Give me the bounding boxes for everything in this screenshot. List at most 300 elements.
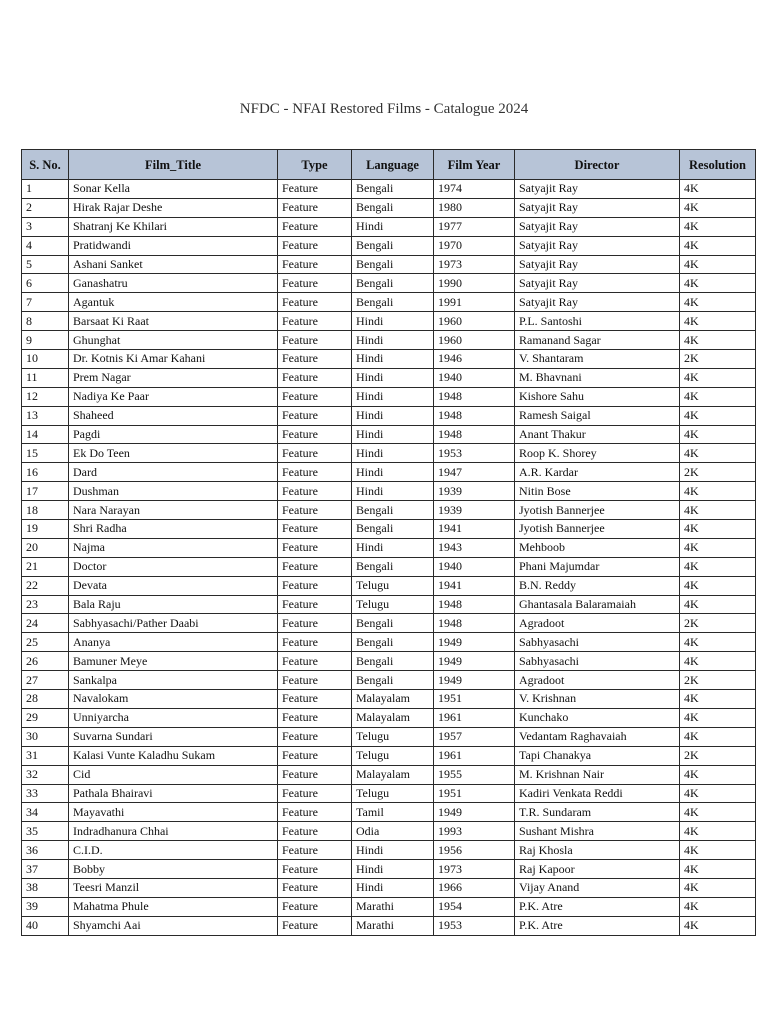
cell-film-title: Ganashatru: [69, 274, 278, 293]
cell-director: Satyajit Ray: [515, 236, 680, 255]
cell-type: Feature: [278, 746, 352, 765]
cell-film-title: Navalokam: [69, 690, 278, 709]
cell-resolution: 4K: [680, 557, 756, 576]
table-row: [22, 463, 756, 482]
cell-film-title: Prem Nagar: [69, 368, 278, 387]
cell-type: Feature: [278, 368, 352, 387]
cell-director: Tapi Chanakya: [515, 746, 680, 765]
cell-resolution: 4K: [680, 274, 756, 293]
cell-film-year: 1940: [434, 557, 515, 576]
cell-film-title: Barsaat Ki Raat: [69, 312, 278, 331]
cell-resolution: 4K: [680, 331, 756, 350]
cell-resolution: 4K: [680, 482, 756, 501]
table-row: [22, 331, 756, 350]
cell-film-title: Ek Do Teen: [69, 444, 278, 463]
cell-type: Feature: [278, 538, 352, 557]
cell-type: Feature: [278, 274, 352, 293]
cell-director: Kunchako: [515, 708, 680, 727]
table-row: [22, 236, 756, 255]
cell-sno: 38: [22, 878, 69, 897]
cell-director: Ramanand Sagar: [515, 331, 680, 350]
cell-type: Feature: [278, 841, 352, 860]
cell-director: Sabhyasachi: [515, 652, 680, 671]
cell-film-title: Teesri Manzil: [69, 878, 278, 897]
cell-film-year: 1961: [434, 708, 515, 727]
table-row: [22, 860, 756, 879]
cell-sno: 6: [22, 274, 69, 293]
table-row: [22, 274, 756, 293]
cell-film-title: Indradhanura Chhai: [69, 822, 278, 841]
cell-resolution: 4K: [680, 841, 756, 860]
cell-language: Malayalam: [352, 765, 434, 784]
table-row: [22, 708, 756, 727]
cell-resolution: 4K: [680, 708, 756, 727]
cell-language: Hindi: [352, 387, 434, 406]
cell-language: Hindi: [352, 312, 434, 331]
cell-film-year: 1990: [434, 274, 515, 293]
cell-resolution: 4K: [680, 690, 756, 709]
table-row: [22, 576, 756, 595]
cell-sno: 31: [22, 746, 69, 765]
cell-language: Hindi: [352, 878, 434, 897]
table-row: [22, 198, 756, 217]
cell-type: Feature: [278, 312, 352, 331]
cell-type: Feature: [278, 878, 352, 897]
cell-type: Feature: [278, 444, 352, 463]
cell-language: Bengali: [352, 614, 434, 633]
cell-film-year: 1955: [434, 765, 515, 784]
cell-language: Hindi: [352, 444, 434, 463]
cell-sno: 20: [22, 538, 69, 557]
cell-director: Vedantam Raghavaiah: [515, 727, 680, 746]
cell-film-title: Doctor: [69, 557, 278, 576]
cell-language: Hindi: [352, 860, 434, 879]
cell-type: Feature: [278, 576, 352, 595]
cell-language: Bengali: [352, 501, 434, 520]
cell-film-title: Agantuk: [69, 293, 278, 312]
cell-director: Roop K. Shorey: [515, 444, 680, 463]
cell-director: Nitin Bose: [515, 482, 680, 501]
cell-language: Hindi: [352, 463, 434, 482]
cell-language: Hindi: [352, 217, 434, 236]
table-row: [22, 595, 756, 614]
cell-director: Satyajit Ray: [515, 217, 680, 236]
column-header-film-year: Film Year: [434, 150, 515, 180]
cell-film-year: 1948: [434, 406, 515, 425]
table-row: [22, 633, 756, 652]
cell-film-title: Suvarna Sundari: [69, 727, 278, 746]
table-row: [22, 425, 756, 444]
cell-sno: 7: [22, 293, 69, 312]
cell-type: Feature: [278, 916, 352, 935]
cell-film-year: 1980: [434, 198, 515, 217]
cell-language: Hindi: [352, 331, 434, 350]
table-row: [22, 312, 756, 331]
cell-language: Telugu: [352, 595, 434, 614]
cell-sno: 37: [22, 860, 69, 879]
cell-resolution: 2K: [680, 746, 756, 765]
cell-language: Hindi: [352, 425, 434, 444]
cell-language: Bengali: [352, 180, 434, 199]
cell-language: Bengali: [352, 520, 434, 539]
cell-type: Feature: [278, 425, 352, 444]
column-header-director: Director: [515, 150, 680, 180]
cell-director: Satyajit Ray: [515, 274, 680, 293]
cell-type: Feature: [278, 198, 352, 217]
cell-resolution: 4K: [680, 765, 756, 784]
cell-sno: 19: [22, 520, 69, 539]
cell-director: M. Krishnan Nair: [515, 765, 680, 784]
cell-director: V. Krishnan: [515, 690, 680, 709]
cell-film-year: 1949: [434, 633, 515, 652]
cell-film-year: 1954: [434, 897, 515, 916]
cell-type: Feature: [278, 614, 352, 633]
cell-film-title: Sankalpa: [69, 671, 278, 690]
cell-director: Agradoot: [515, 671, 680, 690]
cell-film-year: 1940: [434, 368, 515, 387]
cell-director: Anant Thakur: [515, 425, 680, 444]
cell-resolution: 4K: [680, 198, 756, 217]
cell-sno: 36: [22, 841, 69, 860]
cell-sno: 34: [22, 803, 69, 822]
cell-sno: 27: [22, 671, 69, 690]
cell-film-year: 1977: [434, 217, 515, 236]
cell-director: Satyajit Ray: [515, 180, 680, 199]
cell-film-year: 1948: [434, 425, 515, 444]
cell-film-year: 1946: [434, 350, 515, 369]
cell-sno: 39: [22, 897, 69, 916]
cell-resolution: 4K: [680, 878, 756, 897]
table-row: [22, 406, 756, 425]
cell-resolution: 4K: [680, 803, 756, 822]
cell-director: Sabhyasachi: [515, 633, 680, 652]
cell-film-year: 1973: [434, 255, 515, 274]
cell-language: Telugu: [352, 727, 434, 746]
cell-resolution: 4K: [680, 501, 756, 520]
cell-language: Hindi: [352, 482, 434, 501]
document-title: NFDC - NFAI Restored Films - Catalogue 2024: [239, 101, 529, 117]
cell-language: Odia: [352, 822, 434, 841]
cell-language: Bengali: [352, 633, 434, 652]
cell-resolution: 4K: [680, 444, 756, 463]
cell-sno: 9: [22, 331, 69, 350]
cell-director: Jyotish Bannerjee: [515, 520, 680, 539]
cell-sno: 18: [22, 501, 69, 520]
cell-type: Feature: [278, 387, 352, 406]
cell-film-title: Shatranj Ke Khilari: [69, 217, 278, 236]
cell-sno: 14: [22, 425, 69, 444]
table-row: [22, 916, 756, 935]
column-header-resolution: Resolution: [680, 150, 756, 180]
cell-language: Marathi: [352, 916, 434, 935]
cell-resolution: 4K: [680, 897, 756, 916]
cell-language: Hindi: [352, 368, 434, 387]
cell-director: V. Shantaram: [515, 350, 680, 369]
cell-film-year: 1943: [434, 538, 515, 557]
cell-resolution: 4K: [680, 368, 756, 387]
table-row: [22, 822, 756, 841]
table-row: [22, 614, 756, 633]
table-row: [22, 557, 756, 576]
cell-resolution: 2K: [680, 350, 756, 369]
cell-film-title: Bobby: [69, 860, 278, 879]
cell-language: Bengali: [352, 671, 434, 690]
cell-resolution: 4K: [680, 784, 756, 803]
cell-film-title: Kalasi Vunte Kaladhu Sukam: [69, 746, 278, 765]
cell-type: Feature: [278, 520, 352, 539]
cell-resolution: 4K: [680, 822, 756, 841]
cell-language: Bengali: [352, 255, 434, 274]
column-header-film-title: Film_Title: [69, 150, 278, 180]
cell-film-title: Devata: [69, 576, 278, 595]
cell-film-year: 1973: [434, 860, 515, 879]
cell-director: Mehboob: [515, 538, 680, 557]
cell-director: Kishore Sahu: [515, 387, 680, 406]
cell-sno: 21: [22, 557, 69, 576]
cell-type: Feature: [278, 671, 352, 690]
cell-film-year: 1960: [434, 312, 515, 331]
cell-sno: 40: [22, 916, 69, 935]
table-row: [22, 765, 756, 784]
table-row: [22, 803, 756, 822]
cell-director: Satyajit Ray: [515, 293, 680, 312]
cell-director: P.K. Atre: [515, 916, 680, 935]
cell-film-title: Nadiya Ke Paar: [69, 387, 278, 406]
cell-film-title: Mahatma Phule: [69, 897, 278, 916]
cell-film-title: Bala Raju: [69, 595, 278, 614]
cell-type: Feature: [278, 803, 352, 822]
cell-film-title: Sabhyasachi/Pather Daabi: [69, 614, 278, 633]
cell-film-year: 1949: [434, 803, 515, 822]
cell-type: Feature: [278, 293, 352, 312]
cell-film-year: 1941: [434, 520, 515, 539]
cell-sno: 28: [22, 690, 69, 709]
cell-type: Feature: [278, 690, 352, 709]
cell-resolution: 4K: [680, 520, 756, 539]
cell-language: Hindi: [352, 406, 434, 425]
cell-language: Hindi: [352, 350, 434, 369]
cell-director: Sushant Mishra: [515, 822, 680, 841]
table-row: [22, 217, 756, 236]
cell-resolution: 4K: [680, 236, 756, 255]
cell-language: Malayalam: [352, 690, 434, 709]
cell-director: Vijay Anand: [515, 878, 680, 897]
cell-resolution: 4K: [680, 312, 756, 331]
table-row: [22, 520, 756, 539]
cell-film-year: 1951: [434, 690, 515, 709]
table-row: [22, 180, 756, 199]
cell-resolution: 2K: [680, 463, 756, 482]
cell-resolution: 4K: [680, 633, 756, 652]
cell-film-title: Ashani Sanket: [69, 255, 278, 274]
cell-language: Tamil: [352, 803, 434, 822]
cell-director: M. Bhavnani: [515, 368, 680, 387]
cell-film-title: C.I.D.: [69, 841, 278, 860]
cell-film-year: 1951: [434, 784, 515, 803]
table-row: [22, 897, 756, 916]
table-row: [22, 255, 756, 274]
cell-language: Bengali: [352, 557, 434, 576]
cell-type: Feature: [278, 350, 352, 369]
cell-film-title: Ananya: [69, 633, 278, 652]
cell-sno: 35: [22, 822, 69, 841]
column-header-sno: S. No.: [22, 150, 69, 180]
table-row: [22, 368, 756, 387]
cell-type: Feature: [278, 633, 352, 652]
cell-film-title: Shri Radha: [69, 520, 278, 539]
cell-film-year: 1948: [434, 387, 515, 406]
cell-sno: 1: [22, 180, 69, 199]
cell-sno: 2: [22, 198, 69, 217]
cell-type: Feature: [278, 557, 352, 576]
table-header-row: [22, 150, 756, 180]
cell-director: Ghantasala Balaramaiah: [515, 595, 680, 614]
cell-film-year: 1953: [434, 916, 515, 935]
cell-type: Feature: [278, 180, 352, 199]
cell-sno: 10: [22, 350, 69, 369]
cell-resolution: 4K: [680, 217, 756, 236]
cell-type: Feature: [278, 501, 352, 520]
table-body: [22, 180, 756, 936]
cell-type: Feature: [278, 482, 352, 501]
cell-sno: 3: [22, 217, 69, 236]
cell-film-title: Sonar Kella: [69, 180, 278, 199]
cell-resolution: 4K: [680, 652, 756, 671]
cell-type: Feature: [278, 860, 352, 879]
cell-film-title: Hirak Rajar Deshe: [69, 198, 278, 217]
cell-sno: 17: [22, 482, 69, 501]
cell-sno: 32: [22, 765, 69, 784]
cell-resolution: 4K: [680, 576, 756, 595]
cell-sno: 29: [22, 708, 69, 727]
cell-language: Bengali: [352, 274, 434, 293]
cell-type: Feature: [278, 727, 352, 746]
cell-language: Telugu: [352, 576, 434, 595]
cell-resolution: 4K: [680, 387, 756, 406]
cell-director: Agradoot: [515, 614, 680, 633]
cell-film-year: 1939: [434, 482, 515, 501]
cell-director: P.K. Atre: [515, 897, 680, 916]
cell-film-title: Dr. Kotnis Ki Amar Kahani: [69, 350, 278, 369]
cell-film-year: 1957: [434, 727, 515, 746]
cell-language: Bengali: [352, 652, 434, 671]
cell-sno: 4: [22, 236, 69, 255]
cell-film-year: 1953: [434, 444, 515, 463]
cell-film-year: 1956: [434, 841, 515, 860]
cell-director: Satyajit Ray: [515, 198, 680, 217]
cell-type: Feature: [278, 595, 352, 614]
table-row: [22, 841, 756, 860]
table-row: [22, 746, 756, 765]
cell-film-title: Unniyarcha: [69, 708, 278, 727]
cell-film-title: Pagdi: [69, 425, 278, 444]
cell-film-year: 1939: [434, 501, 515, 520]
cell-resolution: 4K: [680, 595, 756, 614]
table-row: [22, 878, 756, 897]
cell-type: Feature: [278, 463, 352, 482]
cell-resolution: 4K: [680, 425, 756, 444]
cell-resolution: 4K: [680, 860, 756, 879]
cell-sno: 30: [22, 727, 69, 746]
cell-film-year: 1960: [434, 331, 515, 350]
cell-resolution: 4K: [680, 538, 756, 557]
cell-language: Hindi: [352, 841, 434, 860]
table-row: [22, 482, 756, 501]
cell-type: Feature: [278, 255, 352, 274]
cell-film-title: Dushman: [69, 482, 278, 501]
cell-sno: 12: [22, 387, 69, 406]
table-row: [22, 671, 756, 690]
cell-language: Marathi: [352, 897, 434, 916]
cell-sno: 22: [22, 576, 69, 595]
cell-director: B.N. Reddy: [515, 576, 680, 595]
cell-sno: 16: [22, 463, 69, 482]
cell-film-title: Najma: [69, 538, 278, 557]
cell-film-title: Pathala Bhairavi: [69, 784, 278, 803]
cell-language: Hindi: [352, 538, 434, 557]
cell-language: Bengali: [352, 236, 434, 255]
cell-sno: 26: [22, 652, 69, 671]
cell-sno: 24: [22, 614, 69, 633]
cell-film-title: Dard: [69, 463, 278, 482]
table-row: [22, 690, 756, 709]
cell-film-year: 1947: [434, 463, 515, 482]
table-row: [22, 293, 756, 312]
cell-director: Ramesh Saigal: [515, 406, 680, 425]
cell-type: Feature: [278, 784, 352, 803]
cell-language: Telugu: [352, 746, 434, 765]
cell-sno: 33: [22, 784, 69, 803]
cell-film-title: Cid: [69, 765, 278, 784]
cell-sno: 23: [22, 595, 69, 614]
cell-type: Feature: [278, 236, 352, 255]
cell-resolution: 4K: [680, 916, 756, 935]
cell-film-year: 1961: [434, 746, 515, 765]
cell-resolution: 4K: [680, 727, 756, 746]
cell-language: Telugu: [352, 784, 434, 803]
cell-film-title: Nara Narayan: [69, 501, 278, 520]
cell-type: Feature: [278, 406, 352, 425]
cell-film-year: 1948: [434, 595, 515, 614]
cell-film-year: 1948: [434, 614, 515, 633]
cell-sno: 15: [22, 444, 69, 463]
cell-film-year: 1949: [434, 652, 515, 671]
cell-type: Feature: [278, 822, 352, 841]
cell-director: Jyotish Bannerjee: [515, 501, 680, 520]
cell-type: Feature: [278, 331, 352, 350]
cell-film-title: Shyamchi Aai: [69, 916, 278, 935]
cell-director: Phani Majumdar: [515, 557, 680, 576]
cell-film-year: 1991: [434, 293, 515, 312]
cell-film-year: 1966: [434, 878, 515, 897]
cell-type: Feature: [278, 765, 352, 784]
cell-resolution: 2K: [680, 614, 756, 633]
column-header-type: Type: [278, 150, 352, 180]
table-row: [22, 727, 756, 746]
table-row: [22, 784, 756, 803]
table-row: [22, 652, 756, 671]
column-header-language: Language: [352, 150, 434, 180]
cell-sno: 13: [22, 406, 69, 425]
cell-director: T.R. Sundaram: [515, 803, 680, 822]
table-row: [22, 501, 756, 520]
cell-film-title: Ghunghat: [69, 331, 278, 350]
cell-type: Feature: [278, 897, 352, 916]
cell-film-year: 1993: [434, 822, 515, 841]
table-row: [22, 444, 756, 463]
cell-sno: 25: [22, 633, 69, 652]
cell-language: Bengali: [352, 198, 434, 217]
